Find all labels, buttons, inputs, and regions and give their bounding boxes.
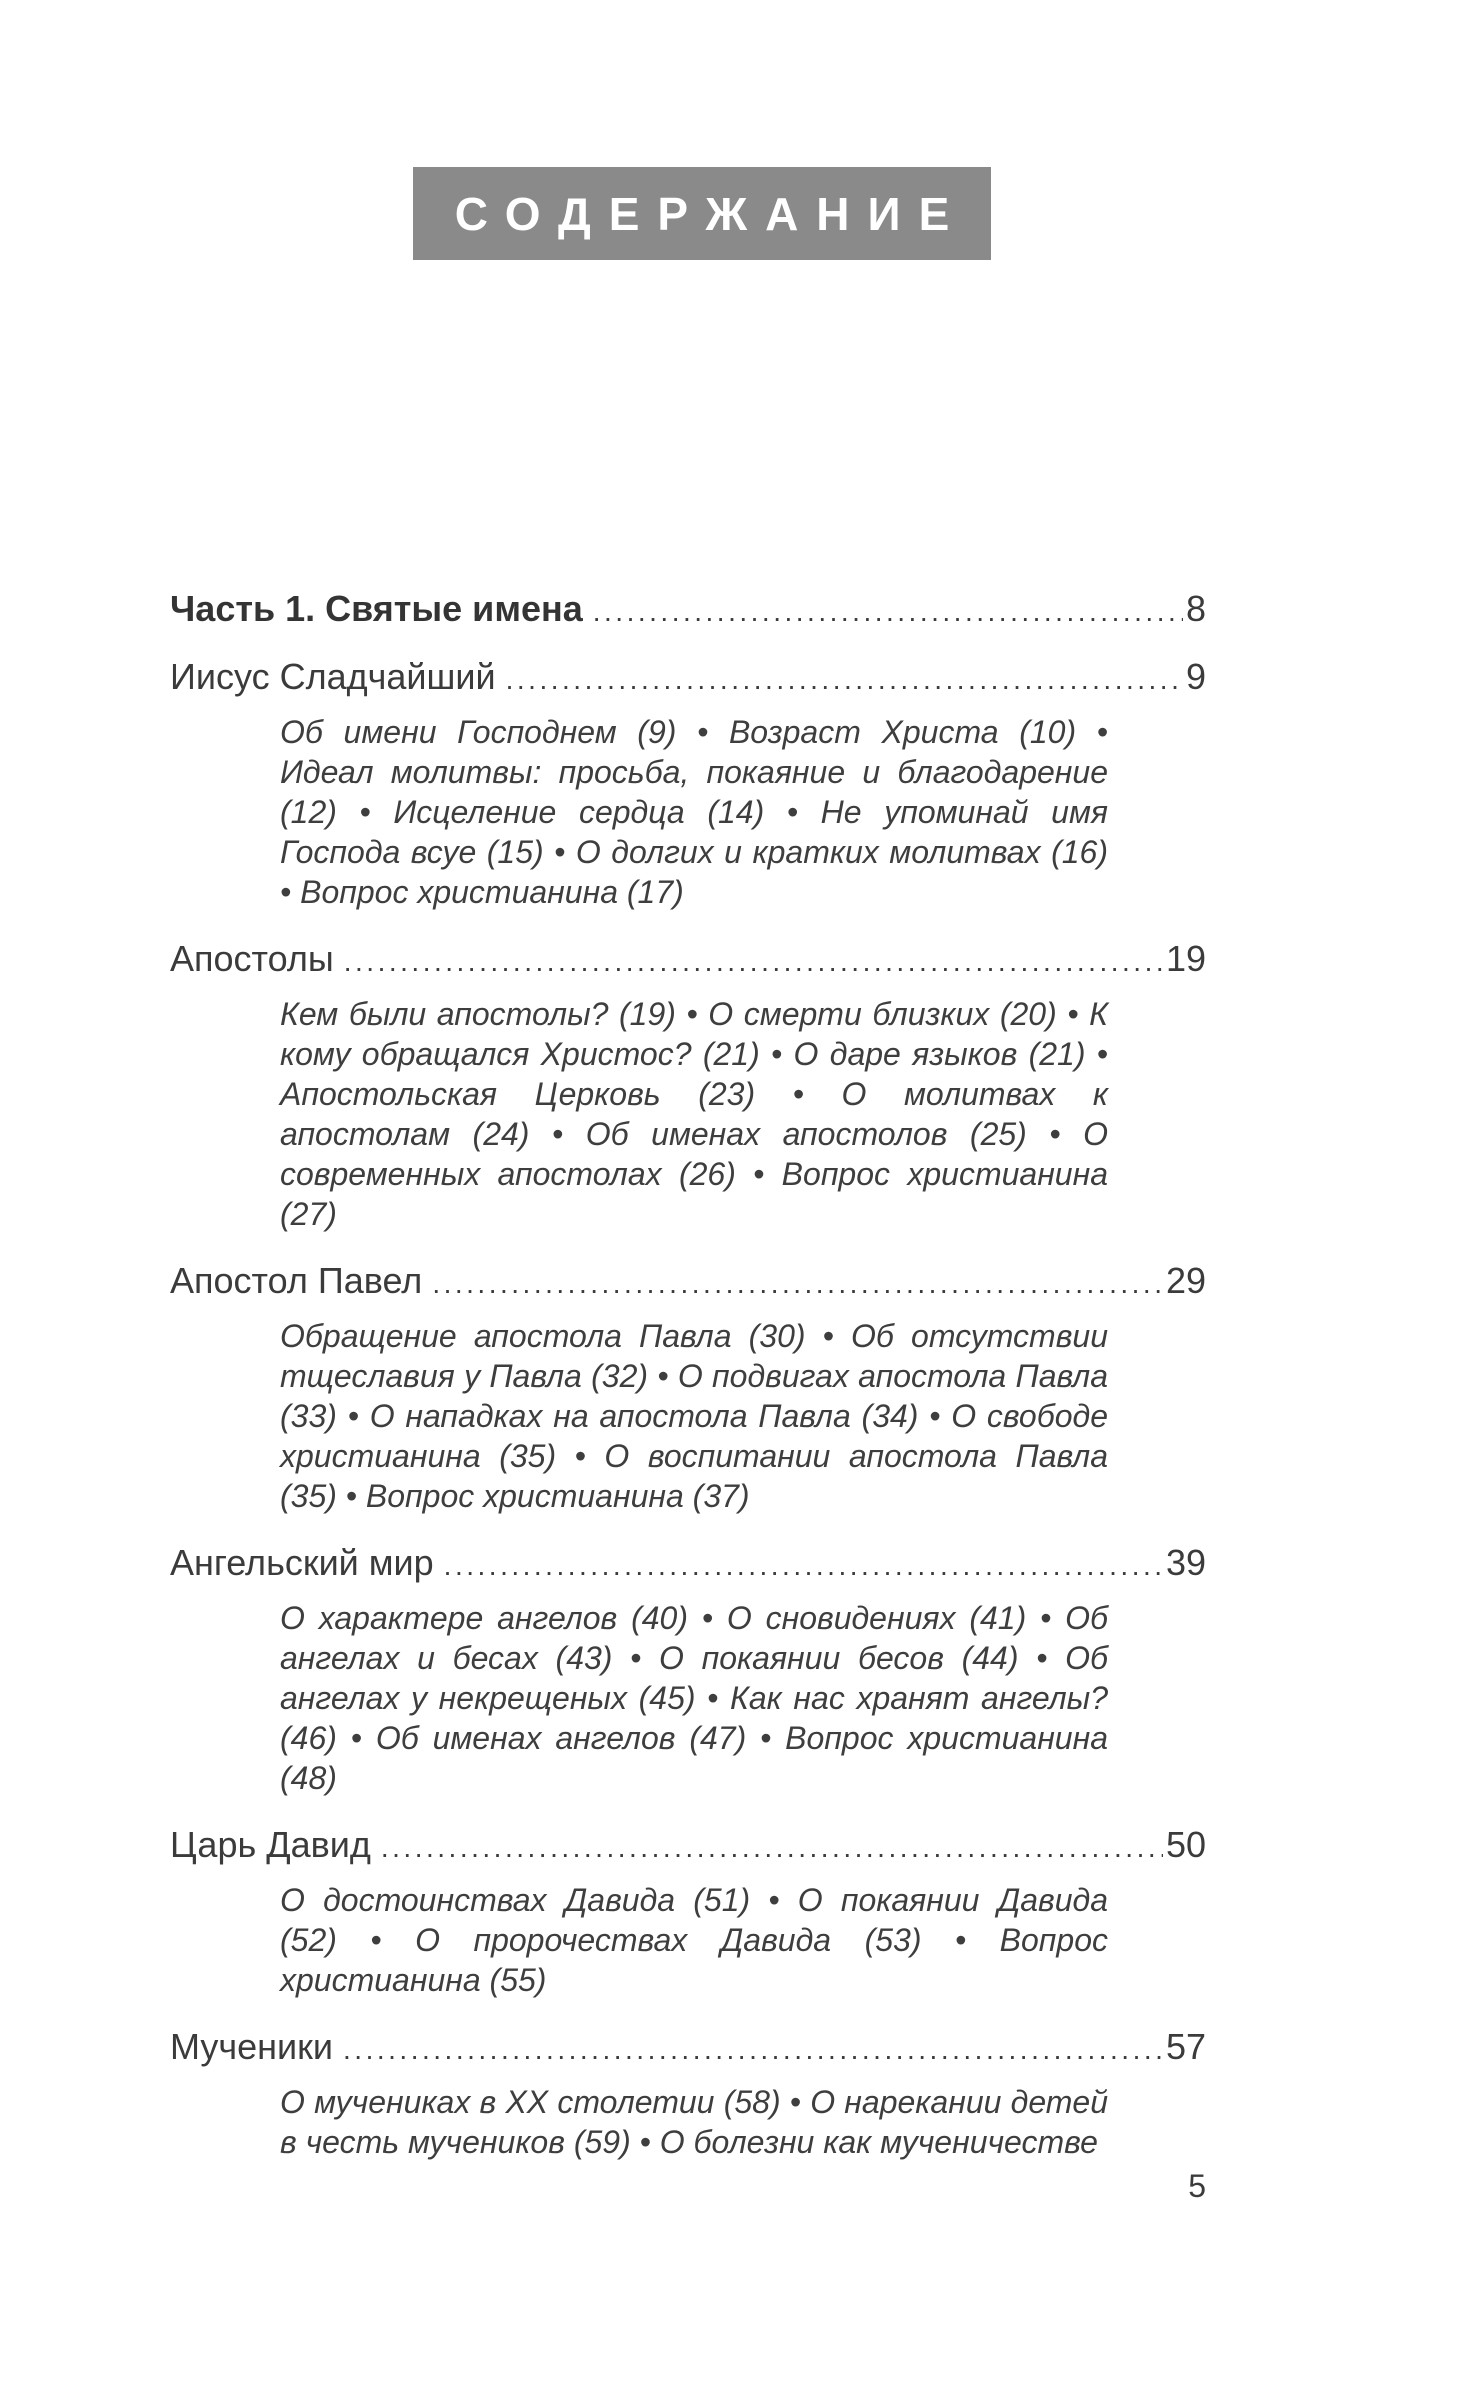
page-number: 5 bbox=[1188, 2168, 1206, 2204]
toc-part-page-number: 8 bbox=[1185, 588, 1206, 629]
toc-entry-description: О характере ангелов (40) • О сновидениях (41) • Об ангелах и бесах (43) • О покаянии бесов (44) • Об ангелах у некрещеных (45) • Как нас хранят ангелы? (46) • Об именах ангелов (47) • Вопрос христианина (48) bbox=[280, 1600, 1108, 1796]
toc-chapter-row bbox=[170, 656, 1206, 698]
toc-chapter-page-number: 50 bbox=[1165, 1824, 1206, 1865]
toc-chapter-title: Апостол Павел bbox=[170, 1260, 423, 1301]
dot-leader bbox=[343, 2026, 1163, 2068]
contents-title: СОДЕРЖАНИЕ bbox=[454, 187, 968, 240]
dot-leader bbox=[381, 1824, 1163, 1866]
toc-chapter-title: Царь Давид bbox=[170, 1824, 371, 1865]
dot-leader bbox=[506, 656, 1183, 698]
toc-entry-description: Об имени Господнем (9) • Возраст Христа (10) • Идеал молитвы: просьба, покаяние и благодарение (12) • Исцеление сердца (14) • Не упоминай имя Господа всуе (15) • О долгих и кратких молитвах (16) • Вопрос христианина (17) bbox=[280, 714, 1108, 910]
toc-entry bbox=[170, 2026, 1206, 2162]
toc-chapter-row bbox=[170, 1542, 1206, 1584]
toc-chapter-title: Иисус Сладчайший bbox=[170, 656, 496, 697]
toc-entry bbox=[170, 1824, 1206, 2000]
toc-chapter-page-number: 9 bbox=[1185, 656, 1206, 697]
toc-entry-description: Кем были апостолы? (19) • О смерти близких (20) • К кому обращался Христос? (21) • О даре языков (21) • Апостольская Церковь (23) • О молитвах к апостолам (24) • Об именах апостолов (25) • О современных апостолах (26) • Вопрос христианина (27) bbox=[280, 996, 1108, 1232]
contents-header-box bbox=[413, 167, 991, 260]
toc-entry-description: О достоинствах Давида (51) • О покаянии Давида (52) • О пророчествах Давида (53) • Вопрос христианина (55) bbox=[280, 1882, 1108, 1998]
toc-chapter-row bbox=[170, 1824, 1206, 1866]
toc-entry-description: Обращение апостола Павла (30) • Об отсутствии тщеславия у Павла (32) • О подвигах апостола Павла (33) • О нападках на апостола Павла (34) • О свободе христианина (35) • О воспитании апостола Павла (35) • Вопрос христианина (37) bbox=[280, 1318, 1108, 1514]
toc-entry bbox=[170, 1542, 1206, 1798]
toc-chapter-title: Ангельский мир bbox=[170, 1542, 434, 1583]
toc-chapter-title: Апостолы bbox=[170, 938, 334, 979]
toc-part-label: Часть 1. Святые имена bbox=[170, 588, 583, 629]
dot-leader bbox=[444, 1542, 1163, 1584]
dot-leader bbox=[432, 1260, 1163, 1302]
toc-chapter-page-number: 19 bbox=[1165, 938, 1206, 979]
toc-chapter-row bbox=[170, 2026, 1206, 2068]
toc-entry bbox=[170, 938, 1206, 1234]
dot-leader bbox=[593, 588, 1183, 630]
toc-chapter-row bbox=[170, 938, 1206, 980]
toc-chapter-row bbox=[170, 1260, 1206, 1302]
toc-entry bbox=[170, 1260, 1206, 1516]
table-of-contents bbox=[170, 588, 1206, 2162]
toc-entry-description: О мучениках в XX столетии (58) • О нарекании детей в честь мучеников (59) • О болезни как мученичестве bbox=[280, 2084, 1108, 2160]
toc-entries bbox=[170, 656, 1206, 2162]
toc-part-entry bbox=[170, 588, 1206, 630]
toc-chapter-page-number: 29 bbox=[1165, 1260, 1206, 1301]
toc-chapter-page-number: 39 bbox=[1165, 1542, 1206, 1583]
toc-chapter-page-number: 57 bbox=[1165, 2026, 1206, 2067]
toc-entry bbox=[170, 656, 1206, 912]
dot-leader bbox=[344, 938, 1163, 980]
toc-chapter-title: Мученики bbox=[170, 2026, 334, 2067]
